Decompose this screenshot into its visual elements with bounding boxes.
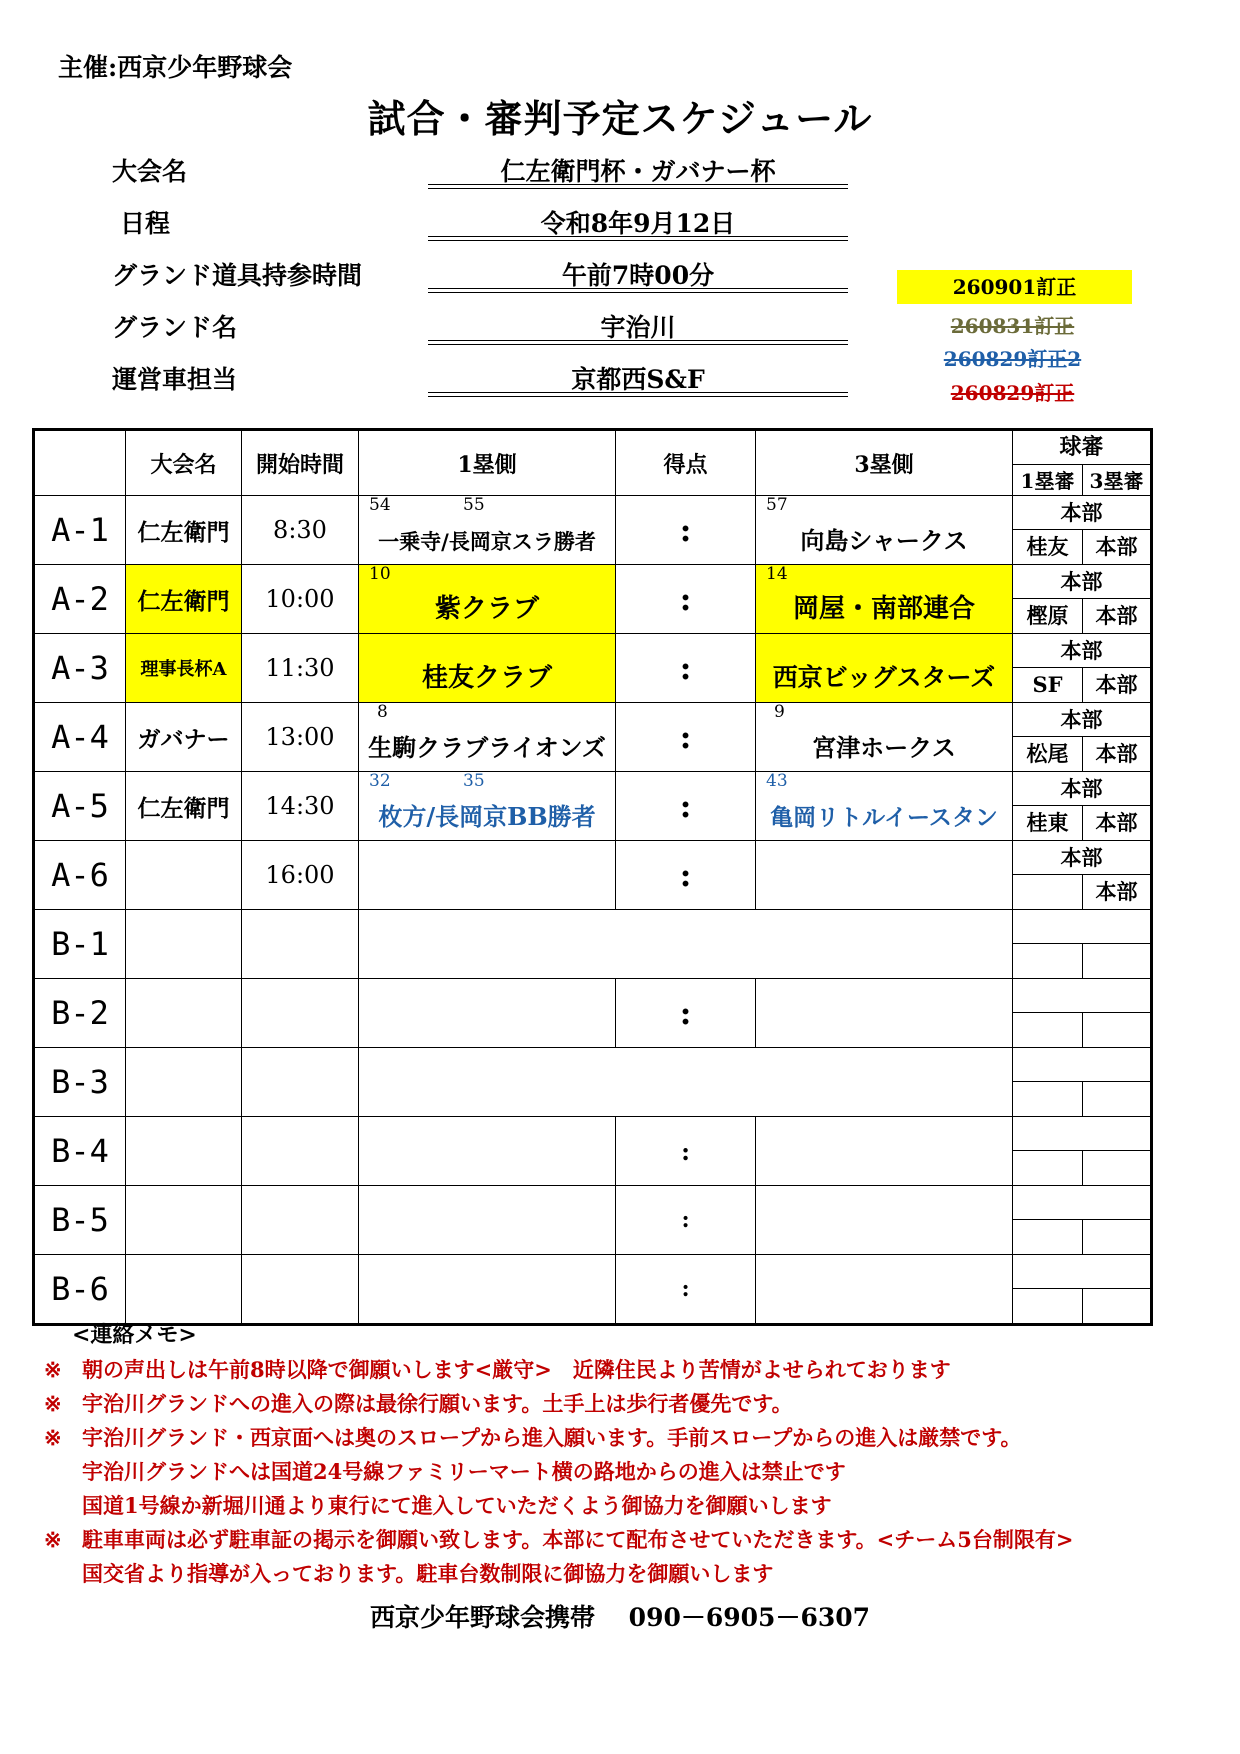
first-base-umpire [1013,1151,1083,1185]
table-row [34,1186,1152,1255]
vehicle-label: 運営車担当 [112,365,238,394]
umpire-cell [1013,1048,1152,1117]
seed-number: 32 [369,771,391,791]
plate-umpire: 本部 [1013,772,1150,806]
start-time [242,910,359,979]
umpire-cell [1013,1186,1152,1255]
header-third-base: 3塁側 [756,430,1013,496]
contact-phone: 西京少年野球会携帯 090－6905－6307 [369,1603,871,1632]
team-first-base [359,634,616,703]
memo-text: 朝の声出しは午前8時以降で御願いします<厳守> 近隣住民より苦情がよせられております [82,1357,951,1382]
header-ump3: 3塁審 [1089,469,1144,493]
memo-text: 宇治川グランドへは国道24号線ファミリーマート横の路地からの進入は禁止です [82,1459,846,1484]
equipment-label: グランド道具持参時間 [112,261,363,290]
underline [428,184,848,189]
header-ump1: 1塁審 [1013,465,1083,495]
tournament-label: 大会名 [112,157,188,186]
umpire-cell [1013,703,1152,772]
header-plate-umpire: 球審 [1013,431,1150,465]
team-first-base [359,1255,616,1325]
score: : [616,565,756,634]
umpire-cell [1013,565,1152,634]
competition: ガバナー [126,703,242,772]
score: : [616,841,756,910]
start-time [242,1117,359,1186]
table-row [34,1255,1152,1325]
competition: 仁左衛門 [126,565,242,634]
plate-umpire [1013,1048,1150,1082]
first-base-umpire [1013,1289,1083,1323]
header-umpire [1013,430,1152,496]
table-row [34,703,1152,772]
table-row [34,841,1152,910]
memo-text: 国交省より指導が入っております。駐車台数制限に御協力を御願いします [82,1561,774,1586]
revision-old: 260829訂正2 [943,347,1082,371]
competition [126,1255,242,1325]
seed-number: 57 [766,495,788,515]
game-code: B-5 [34,1186,126,1255]
revision-old: 260829訂正 [950,381,1075,405]
game-code: B-4 [34,1117,126,1186]
memo-line [44,1524,1073,1554]
first-base-umpire [1013,1220,1083,1254]
memo-line [44,1456,846,1486]
page-title: 試合・審判予定スケジュール [367,96,873,141]
seed-number: 9 [774,702,785,722]
revision-old: 260831訂正 [950,314,1075,338]
vehicle-value: 京都西S&F [571,365,705,394]
team-first-base [359,1117,616,1186]
underline [428,340,848,345]
memo-title: <連絡メモ> [72,1322,197,1348]
note-mark: ※ [44,1391,62,1416]
game-code: A-5 [34,772,126,841]
memo-text: 宇治川グランドへの進入の際は最徐行願います。土手上は歩行者優先です。 [82,1391,793,1416]
plate-umpire [1013,910,1150,944]
plate-umpire: 本部 [1013,496,1150,530]
umpire-cell [1013,1255,1152,1325]
seed-number: 55 [463,495,485,515]
plate-umpire: 本部 [1013,703,1150,737]
table-row [34,1048,1152,1117]
table-row [34,910,1152,979]
umpire-cell [1013,910,1152,979]
first-base-umpire: 松尾 [1013,737,1083,771]
start-time: 16:00 [242,841,359,910]
header-code [34,430,126,496]
umpire-cell [1013,772,1152,841]
game-code: B-3 [34,1048,126,1117]
seed-number: 14 [766,564,788,584]
table-row [34,979,1152,1048]
third-base-umpire [1083,1289,1150,1323]
third-base-umpire [1083,1151,1150,1185]
team-third-base [756,1186,1013,1255]
team-name: 桂友クラブ [421,663,552,693]
third-base-umpire [1083,944,1150,978]
umpire-cell [1013,841,1152,910]
equipment-value: 午前7時00分 [561,261,715,290]
plate-umpire: 本部 [1013,565,1150,599]
third-base-umpire: 本部 [1095,741,1138,766]
team-third-base [756,841,1013,910]
score: : [616,703,756,772]
game-code: B-6 [34,1255,126,1325]
team-third-base [756,772,1013,841]
team-name: 宮津ホークス [812,733,956,762]
memo-text: 宇治川グランド・西京面へは奥のスロープから進入願います。手前スロープからの進入は厳禁です。 [82,1425,1022,1450]
umpire-cell [1013,1117,1152,1186]
third-base-umpire [1083,1013,1150,1047]
plate-umpire [1013,1186,1150,1220]
competition: 仁左衛門 [126,772,242,841]
tournament-value: 仁左衛門杯・ガバナー杯 [500,157,776,186]
header-first-base: 1塁側 [359,430,616,496]
start-time [242,1186,359,1255]
start-time: 8:30 [242,496,359,565]
ground-label: グランド名 [112,313,238,342]
third-base-umpire: 本部 [1095,879,1138,904]
note-mark: ※ [44,1527,62,1552]
start-time [242,979,359,1048]
seed-number: 35 [463,771,485,791]
team-third-base [756,634,1013,703]
underline [428,392,848,397]
plate-umpire [1013,1255,1150,1289]
underline [428,288,848,293]
header-competition: 大会名 [126,430,242,496]
plate-umpire [1013,1117,1150,1151]
note-mark: ※ [44,1425,62,1450]
score: : [616,772,756,841]
start-time: 10:00 [242,565,359,634]
team-third-base [756,703,1013,772]
first-base-umpire: SF [1013,668,1083,702]
game-code: A-2 [34,565,126,634]
table-row [34,565,1152,634]
team-first-base [359,496,616,565]
memo-line [44,1354,951,1384]
table-row [34,496,1152,565]
third-base-umpire [1083,1220,1150,1254]
header-start-time: 開始時間 [242,430,359,496]
first-base-umpire: 桂友 [1013,530,1083,564]
seed-number: 43 [766,771,788,791]
competition [126,979,242,1048]
team-third-base [756,496,1013,565]
game-code: A-6 [34,841,126,910]
team-name: 生駒クラブライオンズ [368,733,606,762]
memo-text: 国道1号線か新堀川通より東行にて進入していただくよう御協力を御願いします [82,1493,832,1518]
merged-team-cell [359,910,1013,979]
memo-line [44,1558,773,1588]
team-first-base [359,979,616,1048]
score: : [616,1117,756,1186]
first-base-umpire: 桂東 [1013,806,1083,840]
table-header [34,430,1152,496]
plate-umpire: 本部 [1013,841,1150,875]
third-base-umpire: 本部 [1095,534,1138,559]
start-time: 13:00 [242,703,359,772]
team-name: 西京ビッグスターズ [772,663,996,692]
date-value: 令和8年9月12日 [540,209,736,238]
third-base-umpire: 本部 [1095,603,1138,628]
ground-value: 宇治川 [600,313,676,342]
third-base-umpire: 本部 [1095,672,1138,697]
date-label: 日程 [120,209,171,238]
game-code: A-4 [34,703,126,772]
game-code: B-1 [34,910,126,979]
team-first-base [359,1186,616,1255]
plate-umpire [1013,979,1150,1013]
header-score: 得点 [616,430,756,496]
start-time: 14:30 [242,772,359,841]
competition [126,841,242,910]
team-name: 枚方/長岡京BB勝者 [378,802,596,831]
team-third-base [756,565,1013,634]
score: : [616,634,756,703]
seed-number: 54 [369,495,391,515]
schedule-table [32,428,1153,1326]
first-base-umpire [1013,875,1083,909]
table-row [34,772,1152,841]
merged-team-cell [359,1048,1013,1117]
team-name: 紫クラブ [434,594,539,624]
competition [126,1048,242,1117]
competition: 仁左衛門 [126,496,242,565]
first-base-umpire [1013,944,1083,978]
organizer: 主催:西京少年野球会 [58,53,293,82]
seed-number: 8 [377,702,388,722]
start-time [242,1255,359,1325]
competition: 理事長杯A [126,634,242,703]
revision-current: 260901訂正 [897,270,1132,304]
competition [126,1117,242,1186]
team-name: 一乗寺/長岡京スラ勝者 [378,529,596,554]
seed-number: 10 [369,564,391,584]
third-base-umpire [1083,1082,1150,1116]
first-base-umpire: 樫原 [1013,599,1083,633]
game-code: B-2 [34,979,126,1048]
team-third-base [756,1255,1013,1325]
team-first-base [359,565,616,634]
competition [126,1186,242,1255]
team-first-base [359,703,616,772]
score: : [616,496,756,565]
team-name: 向島シャークス [800,526,968,555]
underline [428,236,848,241]
score: : [616,1186,756,1255]
team-first-base [359,841,616,910]
score: : [616,979,756,1048]
memo-text: 駐車車両は必ず駐車証の掲示を御願い致します。本部にて配布させていただきます。<チーム5台制限有> [82,1527,1074,1552]
first-base-umpire [1013,1013,1083,1047]
competition [126,910,242,979]
start-time [242,1048,359,1117]
memo-line [44,1388,793,1418]
team-first-base [359,772,616,841]
memo-line [44,1490,832,1520]
team-name: 亀岡リトルイースタン [770,804,998,831]
table-row [34,634,1152,703]
start-time: 11:30 [242,634,359,703]
umpire-cell [1013,634,1152,703]
game-code: A-1 [34,496,126,565]
umpire-cell [1013,496,1152,565]
score: : [616,1255,756,1325]
team-third-base [756,979,1013,1048]
plate-umpire: 本部 [1013,634,1150,668]
first-base-umpire [1013,1082,1083,1116]
game-code: A-3 [34,634,126,703]
memo-line [44,1422,1022,1452]
team-third-base [756,1117,1013,1186]
third-base-umpire: 本部 [1095,810,1138,835]
table-row [34,1117,1152,1186]
umpire-cell [1013,979,1152,1048]
note-mark: ※ [44,1357,62,1382]
team-name: 岡屋・南部連合 [792,594,975,624]
